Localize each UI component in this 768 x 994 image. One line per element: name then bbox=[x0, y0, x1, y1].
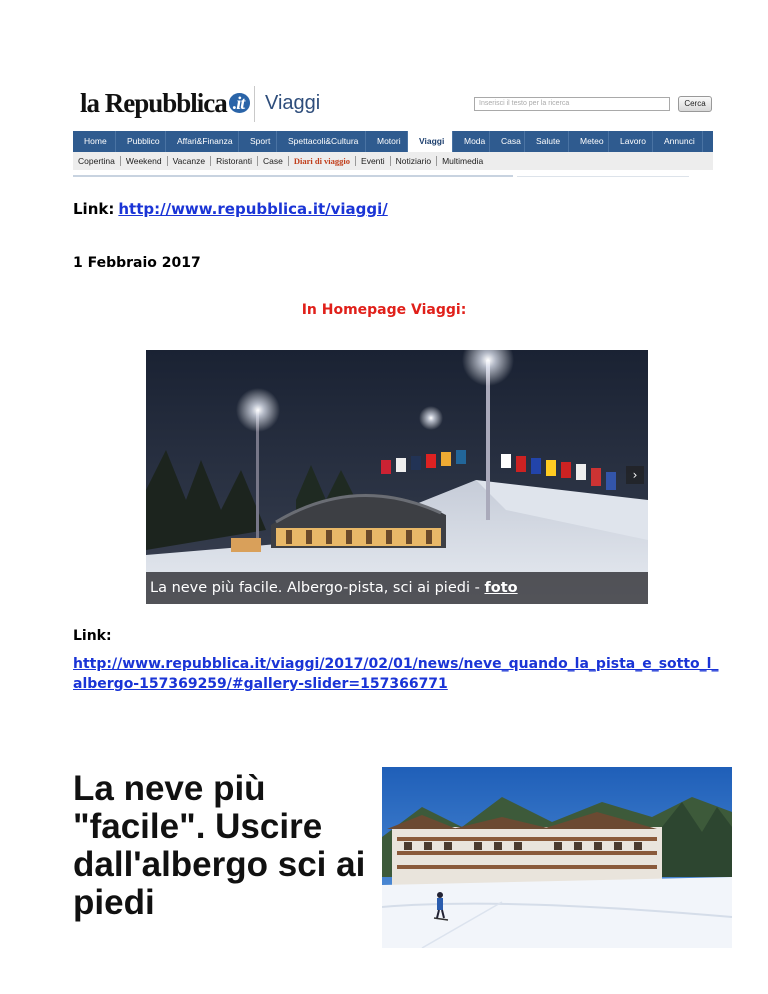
hero-caption-text: La neve più facile. Albergo-pista, sci ai piedi - bbox=[150, 580, 485, 596]
article-title: La neve più "facile". Uscire dall'albergo sci ai piedi bbox=[73, 769, 366, 922]
article-link[interactable]: http://www.repubblica.it/viaggi/2017/02/01/news/neve_quando_la_pista_e_sotto_l_albergo-157369259/#gallery-slider=157366771 bbox=[73, 656, 719, 692]
search-input[interactable]: Inserisci il testo per la ricerca bbox=[474, 97, 670, 111]
homepage-label: In Homepage Viaggi: bbox=[301, 302, 467, 318]
subnav-item-weekend[interactable]: Weekend bbox=[121, 156, 168, 166]
hotel-snow-image bbox=[382, 767, 732, 948]
subnav-item-eventi[interactable]: Eventi bbox=[356, 156, 391, 166]
sub-nav bbox=[73, 152, 713, 170]
nav-item-moda[interactable]: Moda bbox=[453, 131, 490, 152]
logo-it-badge: .it bbox=[229, 93, 251, 113]
nav-item-meteo[interactable]: Meteo bbox=[569, 131, 609, 152]
link-label: Link: bbox=[73, 200, 115, 218]
nav-item-pubblico[interactable]: Pubblico bbox=[116, 131, 166, 152]
nav-item-affari-finanza[interactable]: Affari&Finanza bbox=[166, 131, 239, 152]
night-ski-slope-image bbox=[146, 350, 648, 604]
header-rule-secondary bbox=[517, 176, 689, 177]
logo-text: la Repubblica bbox=[80, 88, 227, 118]
section-title[interactable]: Viaggi bbox=[265, 92, 321, 114]
chevron-right-icon[interactable]: › bbox=[626, 466, 644, 484]
subnav-item-diari-di-viaggio[interactable]: Diari di viaggio bbox=[289, 156, 356, 166]
subnav-item-notiziario[interactable]: Notiziario bbox=[391, 156, 437, 166]
nav-item-salute[interactable]: Salute bbox=[525, 131, 569, 152]
nav-item-spettacoli-cultura[interactable]: Spettacoli&Cultura bbox=[277, 131, 366, 152]
subnav-item-vacanze[interactable]: Vacanze bbox=[168, 156, 211, 166]
hotel-photo bbox=[382, 767, 732, 948]
subnav-item-case[interactable]: Case bbox=[258, 156, 289, 166]
logo-divider bbox=[254, 86, 255, 122]
link-label-2: Link: bbox=[73, 628, 112, 644]
nav-item-lavoro[interactable]: Lavoro bbox=[609, 131, 653, 152]
hero-caption bbox=[146, 572, 648, 604]
subnav-item-copertina[interactable]: Copertina bbox=[73, 156, 121, 166]
repubblica-logo[interactable] bbox=[80, 88, 250, 119]
subnav-item-multimedia[interactable]: Multimedia bbox=[442, 156, 484, 166]
nav-item-home[interactable]: Home bbox=[73, 131, 116, 152]
hero-photo[interactable] bbox=[146, 350, 648, 604]
nav-item-motori[interactable]: Motori bbox=[366, 131, 408, 152]
main-nav bbox=[73, 131, 713, 152]
viaggi-link[interactable]: http://www.repubblica.it/viaggi/ bbox=[118, 200, 388, 218]
nav-item-viaggi[interactable]: Viaggi bbox=[408, 131, 453, 152]
foto-link[interactable]: foto bbox=[484, 580, 518, 596]
nav-item-sport[interactable]: Sport bbox=[239, 131, 277, 152]
link-line-1 bbox=[73, 200, 388, 218]
date-text: 1 Febbraio 2017 bbox=[73, 255, 201, 271]
search-button[interactable]: Cerca bbox=[678, 96, 712, 112]
header-rule bbox=[73, 175, 513, 177]
nav-item-casa[interactable]: Casa bbox=[490, 131, 525, 152]
nav-item-annunci[interactable]: Annunci bbox=[653, 131, 703, 152]
subnav-item-ristoranti[interactable]: Ristoranti bbox=[211, 156, 258, 166]
